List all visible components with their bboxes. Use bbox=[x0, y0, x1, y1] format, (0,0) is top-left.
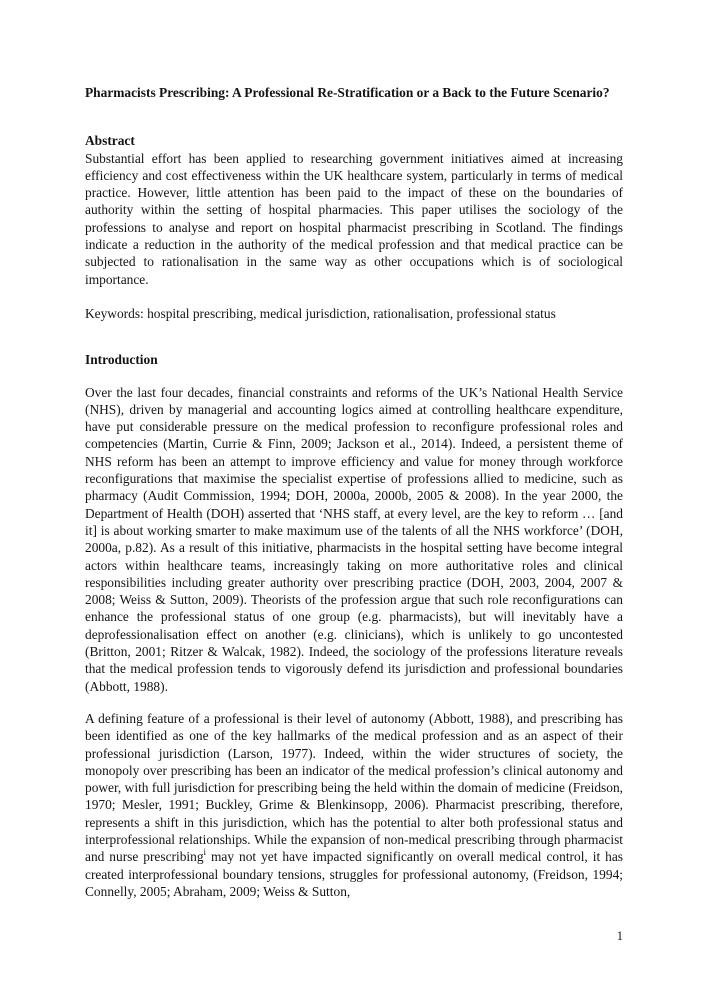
paragraph-text-tail: may not yet have impacted significantly on overall medical control, it has created interprofessional boundary tensions, struggles for professional autonomy, (Freidson, 1994; Connelly, 2005; Abraham, 2009; Weiss & Sutton, bbox=[85, 849, 623, 899]
page-number: 1 bbox=[616, 929, 623, 943]
abstract-section bbox=[85, 132, 623, 322]
footnote-marker: i bbox=[203, 846, 207, 857]
introduction-heading: Introduction bbox=[85, 352, 158, 368]
introduction-section bbox=[85, 351, 623, 900]
paragraph-text-lead: A defining feature of a professional is their level of autonomy (Abbott, 1988), and prescribing has been identified as one of the key hallmarks of the medical profession and as an aspect of their professional jurisdiction (Larson, 1977). Indeed, within the wider structures of society, the monopoly over prescribing has been an indicator of the medical profession’s clinical autonomy and power, with full jurisdiction for prescribing being the held within the domain of medicine (Freidson, 1970; Mesler, 1991; Buckley, Grime & Blenkinsopp, 2006). Pharmacist prescribing, therefore, represents a shift in this jurisdiction, which has the potential to alter both professional status and interprofessional relationships. While the expansion of non-medical prescribing through pharmacist and nurse prescribing bbox=[85, 710, 623, 865]
introduction-paragraph-1: Over the last four decades, financial constraints and reforms of the UK’s National Health Service (NHS), driven by managerial and accounting logics aimed at controlling healthcare expenditure, have put considerable pressure on the medical profession to reconfigure professional roles and competencies (Martin, Currie & Finn, 2009; Jackson et al., 2014). Indeed, a persistent theme of NHS reform has been an attempt to improve efficiency and value for money through workforce reconfigurations that maximise the specialist expertise of professions allied to medicine, such as pharmacy (Audit Commission, 1994; DOH, 2000a, 2000b, 2005 & 2008). In the year 2000, the Department of Health (DOH) asserted that ‘NHS staff, at every level, are the key to reform … [and it] is about working smarter to make maximum use of the talents of all the NHS workforce’ (DOH, 2000a, p.82). As a result of this initiative, pharmacists in the hospital setting have become integral actors within healthcare teams, increasingly taking on more authoritative roles and clinical responsibilities including greater authority over prescribing practice (DOH, 2003, 2004, 2007 & 2008; Weiss & Sutton, 2009). Theorists of the profession argue that such role reconfigurations can enhance the professional status of one group (e.g. pharmacists), but will inevitably have a deprofessionalisation effect on another (e.g. clinicians), which is unlikely to go uncontested (Britton, 2001; Ritzer & Walcak, 1982). Indeed, the sociology of the professions literature reveals that the medical profession tends to vigorously defend its jurisdiction and professional boundaries (Abbott, 1988). bbox=[85, 384, 623, 694]
abstract-body: Substantial effort has been applied to researching government initiatives aimed at increasing efficiency and cost effectiveness within the UK healthcare system, particularly in terms of medical practice. However, little attention has been paid to the impact of these on the boundaries of authority within the setting of hospital pharmacies. This paper utilises the sociology of the professions to analyse and report on hospital pharmacist prescribing in Scotland. The findings indicate a reduction in the authority of the medical profession and that medical practice can be subjected to rationalisation in the same way as other occupations which is of sociological importance. bbox=[85, 150, 623, 287]
page-content bbox=[85, 84, 623, 900]
paper-title: Pharmacists Prescribing: A Professional Re-Stratification or a Back to the Future Scenario? bbox=[85, 85, 610, 100]
keywords-line: Keywords: hospital prescribing, medical jurisdiction, rationalisation, professional status bbox=[85, 305, 556, 321]
abstract-heading: Abstract bbox=[85, 133, 135, 149]
introduction-paragraph-2 bbox=[85, 710, 623, 900]
